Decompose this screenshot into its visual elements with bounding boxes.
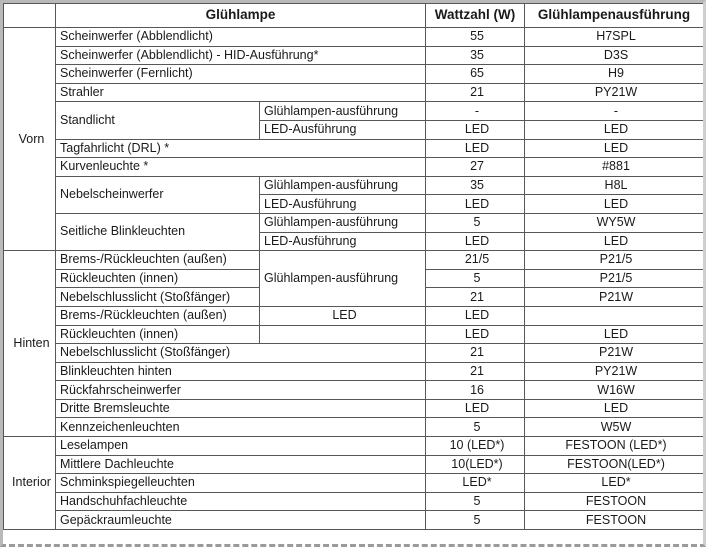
header-group-blank: [4, 4, 56, 28]
bulb-type-cell: LED: [525, 139, 704, 158]
bulb-variant-cell: Glühlampen-ausführung: [260, 213, 426, 232]
header-bulb-name: Glühlampe: [56, 4, 426, 28]
table-row: [4, 176, 704, 195]
table-row: [4, 65, 704, 84]
bulb-variant-cell: LED-Ausführung: [260, 195, 426, 214]
wattage-cell: 21: [426, 362, 525, 381]
wattage-cell: 5: [426, 213, 525, 232]
table-row: [4, 288, 704, 307]
wattage-cell: LED: [426, 325, 525, 344]
table-row: [4, 474, 704, 493]
bulb-type-cell: W16W: [525, 381, 704, 400]
bulb-type-cell: #881: [525, 158, 704, 177]
table-row: [4, 28, 704, 47]
table-row: [4, 418, 704, 437]
bulb-type-cell: H7SPL: [525, 28, 704, 47]
header-bulb-type: Glühlampenausführung: [525, 4, 704, 28]
bulb-type-cell: LED: [525, 399, 704, 418]
bulb-variant-cell: Glühlampen-ausführung: [260, 176, 426, 195]
wattage-cell: 10(LED*): [426, 455, 525, 474]
bulb-type-cell: LED: [525, 325, 704, 344]
bulb-name-cell: Nebelscheinwerfer: [56, 176, 260, 213]
bulb-name-cell: Brems-/Rückleuchten (außen): [56, 306, 260, 325]
table-row: [4, 437, 704, 456]
bulb-name-cell: Brems-/Rückleuchten (außen): [56, 251, 260, 270]
wattage-cell: 65: [426, 65, 525, 84]
table-row: [4, 251, 704, 270]
table-row: [4, 325, 704, 344]
bulb-type-cell: P21/5: [525, 269, 704, 288]
table-row: [4, 102, 704, 121]
wattage-cell: 27: [426, 158, 525, 177]
row-group-label: Hinten: [4, 251, 56, 437]
table-row: [4, 306, 704, 325]
bulb-type-cell: D3S: [525, 46, 704, 65]
table-row: [4, 492, 704, 511]
table-row: [4, 511, 704, 530]
wattage-cell: 55: [426, 28, 525, 47]
bulb-name-cell: Seitliche Blinkleuchten: [56, 213, 260, 250]
wattage-cell: 5: [426, 418, 525, 437]
bulb-type-cell: FESTOON (LED*): [525, 437, 704, 456]
bulb-type-cell: FESTOON(LED*): [525, 455, 704, 474]
table-row: [4, 399, 704, 418]
wattage-cell: 21/5: [426, 251, 525, 270]
bulb-variant-cell: [260, 325, 426, 344]
row-group-label: Interior: [4, 437, 56, 530]
bulb-type-cell: LED: [525, 195, 704, 214]
wattage-cell: -: [426, 102, 525, 121]
bulb-type-cell: LED: [426, 306, 525, 325]
bulb-type-cell: FESTOON: [525, 492, 704, 511]
bulb-type-cell: W5W: [525, 418, 704, 437]
bulb-variant-cell: LED-Ausführung: [260, 232, 426, 251]
bulb-name-cell: Dritte Bremsleuchte: [56, 399, 426, 418]
wattage-cell: 5: [426, 511, 525, 530]
bulb-variant-cell: LED-Ausführung: [260, 120, 426, 139]
bulb-name-cell: Strahler: [56, 83, 426, 102]
wattage-cell: LED: [426, 399, 525, 418]
bulb-name-cell: Schminkspiegelleuchten: [56, 474, 426, 493]
table-row: [4, 381, 704, 400]
bulb-name-cell: Gepäckraumleuchte: [56, 511, 426, 530]
bulb-name-cell: Tagfahrlicht (DRL) *: [56, 139, 426, 158]
table-row: [4, 46, 704, 65]
bulb-name-cell: Scheinwerfer (Abblendlicht): [56, 28, 426, 47]
bulb-type-cell: P21W: [525, 288, 704, 307]
bulb-name-cell: Kurvenleuchte *: [56, 158, 426, 177]
bulb-type-cell: PY21W: [525, 362, 704, 381]
table-row: [4, 83, 704, 102]
wattage-cell: LED: [426, 195, 525, 214]
bulb-name-cell: Rückfahrscheinwerfer: [56, 381, 426, 400]
bulb-variant-cell: Glühlampen-ausführung: [260, 251, 426, 307]
table-row: [4, 158, 704, 177]
wattage-cell: 16: [426, 381, 525, 400]
bulb-name-cell: Rückleuchten (innen): [56, 325, 260, 344]
bulb-variant-cell: Glühlampen-ausführung: [260, 102, 426, 121]
wattage-cell: 5: [426, 269, 525, 288]
bulb-name-cell: Leselampen: [56, 437, 426, 456]
wattage-cell: 35: [426, 46, 525, 65]
table-row: [4, 213, 704, 232]
wattage-cell: 21: [426, 288, 525, 307]
table-header-row: [4, 4, 704, 28]
table-row: [4, 455, 704, 474]
bulb-name-cell: Kennzeichenleuchten: [56, 418, 426, 437]
bulb-type-cell: FESTOON: [525, 511, 704, 530]
bulb-name-cell: Rückleuchten (innen): [56, 269, 260, 288]
wattage-cell: LED: [426, 120, 525, 139]
wattage-cell: 21: [426, 83, 525, 102]
row-group-label: Vorn: [4, 28, 56, 251]
bulb-type-cell: LED: [525, 120, 704, 139]
bulb-type-cell: H8L: [525, 176, 704, 195]
bulb-type-cell: P21/5: [525, 251, 704, 270]
bulb-type-cell: LED*: [525, 474, 704, 493]
wattage-cell: LED: [426, 232, 525, 251]
bulb-type-cell: WY5W: [525, 213, 704, 232]
bulb-type-cell: PY21W: [525, 83, 704, 102]
wattage-cell: 5: [426, 492, 525, 511]
bulb-type-cell: H9: [525, 65, 704, 84]
wattage-cell: LED: [426, 139, 525, 158]
bulb-name-cell: Blinkleuchten hinten: [56, 362, 426, 381]
bulb-name-cell: Standlicht: [56, 102, 260, 139]
wattage-cell: 35: [426, 176, 525, 195]
bulb-type-cell: P21W: [525, 344, 704, 363]
wattage-cell: 10 (LED*): [426, 437, 525, 456]
wattage-cell: LED: [260, 306, 426, 325]
bulb-specification-table: [3, 3, 704, 530]
bulb-name-cell: Mittlere Dachleuchte: [56, 455, 426, 474]
table-row: [4, 344, 704, 363]
bulb-name-cell: Scheinwerfer (Fernlicht): [56, 65, 426, 84]
bulb-name-cell: Nebelschlusslicht (Stoßfänger): [56, 344, 426, 363]
table-row: [4, 139, 704, 158]
bulb-type-cell: -: [525, 102, 704, 121]
wattage-cell: LED*: [426, 474, 525, 493]
bulb-name-cell: Nebelschlusslicht (Stoßfänger): [56, 288, 426, 307]
bulb-name-cell: Scheinwerfer (Abblendlicht) - HID-Ausführung*: [56, 46, 426, 65]
table-row: [4, 362, 704, 381]
header-wattage: Wattzahl (W): [426, 4, 525, 28]
bulb-type-cell: LED: [525, 232, 704, 251]
wattage-cell: 21: [426, 344, 525, 363]
bulb-name-cell: Handschuhfachleuchte: [56, 492, 426, 511]
